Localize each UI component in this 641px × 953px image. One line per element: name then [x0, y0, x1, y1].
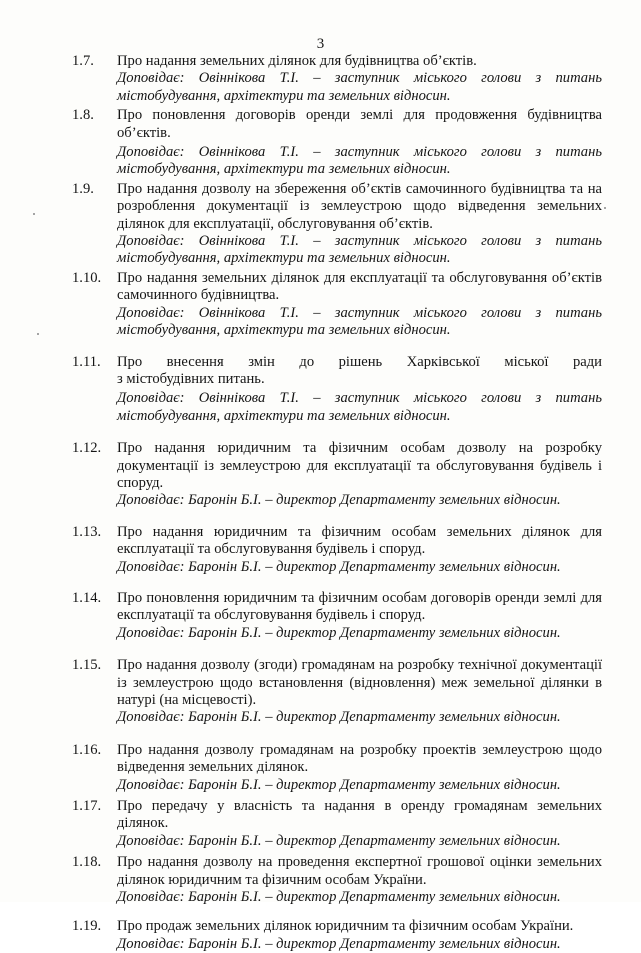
item-title: Про поновлення юридичним та фізичним особам договорів оренди землі для експлуатації та обслуговування будівель і споруд.: [117, 589, 602, 624]
item-number: 1.17.: [72, 798, 102, 815]
item-number: 1.15.: [72, 657, 102, 674]
item-speaker-continued: містобудування, архітектури та земельних відносин.: [117, 407, 451, 424]
item-number: 1.8.: [72, 107, 94, 124]
item-number: 1.16.: [72, 741, 102, 758]
agenda-item: [72, 107, 602, 179]
item-title: Про продаж земельних ділянок юридичним та фізичним особам України.: [117, 918, 574, 935]
item-number: 1.13.: [72, 523, 102, 540]
item-speaker: Доповідає: Баронін Б.І. – директор Департаменту земельних відносин.: [117, 709, 561, 726]
item-title: Про передачу у власність та надання в оренду громадянам земельних ділянок.: [117, 798, 602, 832]
item-speaker: Доповідає: Баронін Б.І. – директор Департаменту земельних відносин.: [117, 624, 561, 641]
agenda-item: [72, 657, 602, 727]
agenda-item: [72, 742, 602, 794]
item-title: Про внесення змін до рішень Харківської міської ради: [117, 353, 602, 370]
item-speaker: Доповідає: Овіннікова Т.І. – заступник міського голови з питань: [117, 304, 602, 321]
item-speaker: Доповідає: Овіннікова Т.І. – заступник міського голови з питань: [117, 390, 602, 407]
item-title: Про надання земельних ділянок для експлуатації та обслуговування об’єктів самочинного будівництва.: [117, 269, 602, 304]
item-title: Про надання юридичним та фізичним особам дозволу на розробку документації із землеустрою для експлуатації та обслуговування будівель і споруд.: [117, 440, 602, 491]
agenda-item: [72, 918, 602, 953]
item-title: Про надання дозволу (згоди) громадянам на розробку технічної документації із землеустрою щодо встановлення (відновлення) меж земельної ділянки в натурі (на місцевості).: [117, 657, 602, 708]
item-number: 1.9.: [72, 180, 94, 197]
agenda-item: [72, 524, 602, 576]
item-speaker: Доповідає: Баронін Б.І. – директор Департаменту земельних відносин.: [117, 558, 561, 575]
agenda-item: [72, 181, 602, 268]
item-speaker-continued: містобудування, архітектури та земельних відносин.: [117, 322, 451, 339]
item-speaker: Доповідає: Баронін Б.І. – директор Департаменту земельних відносин.: [117, 935, 561, 952]
scan-speck: [37, 333, 39, 335]
item-speaker-continued: містобудування, архітектури та земельних відносин.: [117, 87, 451, 104]
agenda-item: [72, 270, 602, 340]
agenda-item: [72, 354, 602, 426]
item-title: Про надання дозволу на збереження об’єктів самочинного будівництва та на розроблення документації із землеустрою щодо відведення земельних ділянок для експлуатації, обслуговування об’єктів.: [117, 180, 602, 232]
item-number: 1.12.: [72, 440, 102, 457]
item-speaker: Доповідає: Овіннікова Т.І. – заступник міського голови з питань: [117, 144, 602, 161]
item-speaker-continued: містобудування, архітектури та земельних відносин.: [117, 161, 451, 178]
page-number: 3: [316, 36, 325, 52]
agenda-item: [72, 590, 602, 642]
item-speaker: Доповідає: Баронін Б.І. – директор Департаменту земельних відносин.: [117, 776, 561, 793]
agenda-item: [72, 440, 602, 510]
item-title: Про поновлення договорів оренди землі для продовження будівництва об’єктів.: [117, 107, 602, 141]
item-number: 1.19.: [72, 918, 102, 935]
item-speaker: Доповідає: Овіннікова Т.І. – заступник міського голови з питань: [117, 233, 602, 250]
scan-speck: [604, 207, 606, 209]
agenda-item: [72, 798, 602, 850]
agenda-list: [72, 53, 602, 953]
item-title: Про надання земельних ділянок для будівництва об’єктів.: [117, 53, 477, 69]
item-speaker: Доповідає: Баронін Б.І. – директор Департаменту земельних відносин.: [117, 889, 561, 906]
item-number: 1.11.: [72, 353, 101, 370]
agenda-item: [72, 854, 602, 906]
agenda-item: [72, 53, 602, 105]
scan-speck: [33, 213, 35, 215]
item-number: 1.10.: [72, 269, 102, 286]
item-title: Про надання дозволу громадянам на розробку проектів землеустрою щодо відведення земельних ділянок.: [117, 741, 602, 776]
item-speaker-continued: містобудування, архітектури та земельних відносин.: [117, 250, 451, 267]
item-title-continued: з містобудівних питань.: [117, 370, 265, 387]
item-number: 1.18.: [72, 854, 102, 871]
item-title: Про надання юридичним та фізичним особам земельних ділянок для експлуатації та обслуговування будівель і споруд.: [117, 523, 602, 558]
item-speaker: Доповідає: Баронін Б.І. – директор Департаменту земельних відносин.: [117, 492, 561, 509]
item-title: Про надання дозволу на проведення експертної грошової оцінки земельних ділянок юридичним та фізичним особам України.: [117, 854, 602, 888]
item-speaker: Доповідає: Баронін Б.І. – директор Департаменту земельних відносин.: [117, 832, 561, 849]
item-number: 1.14.: [72, 589, 102, 606]
item-number: 1.7.: [72, 53, 94, 69]
item-speaker: Доповідає: Овіннікова Т.І. – заступник міського голови з питань: [117, 70, 602, 87]
